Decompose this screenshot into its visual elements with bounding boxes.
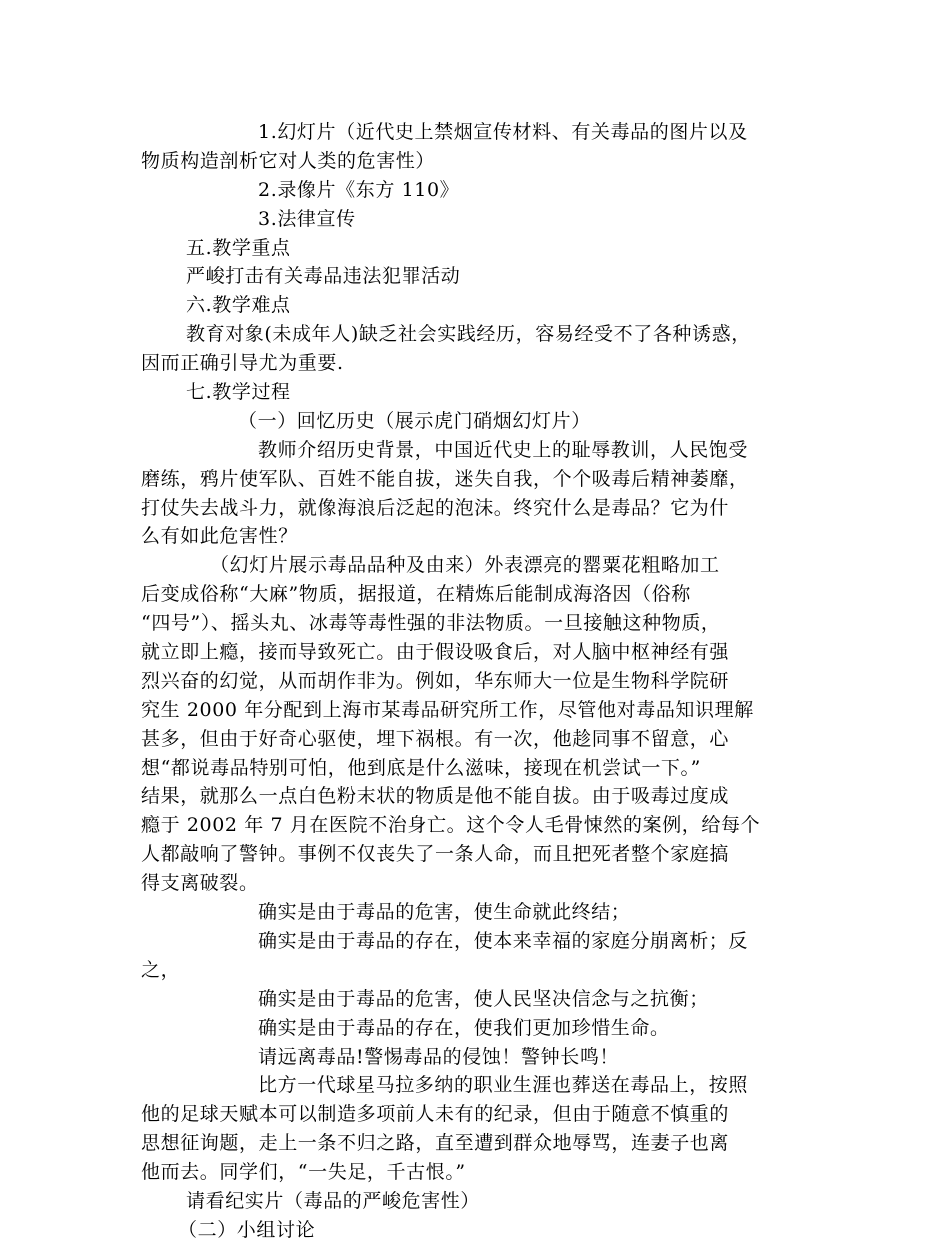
- text-line: 确实是由于毒品的危害，使人民坚决信念与之抗衡；: [258, 987, 709, 1010]
- text-line: 打仗失去战斗力，就像海浪后泛起的泡沫。终究什么是毒品？它为什: [141, 496, 730, 519]
- text-line: 人都敲响了警钟。事例不仅丧失了一条人命，而且把死者整个家庭搞: [141, 843, 730, 866]
- text-line: 因而正确引导尤为重要.: [141, 352, 344, 375]
- text-line: 他而去。同学们，“一失足，千古恨。”: [141, 1161, 466, 1184]
- document-body: [0, 118, 950, 1245]
- text-line: 思想征询题，走上一条不归之路，直至遭到群众地辱骂，连妻子也离: [141, 1132, 730, 1155]
- section-heading-difficulty: 六.教学难点: [186, 294, 291, 317]
- text-line: 比方一代球星马拉多纳的职业生涯也葬送在毒品上，按照: [258, 1074, 749, 1097]
- text-line: 他的足球天赋本可以制造多项前人未有的纪录，但由于随意不慎重的: [141, 1103, 730, 1126]
- text-line: 么有如此危害性？: [141, 525, 298, 548]
- subsection-heading-discussion: （二）小组讨论: [178, 1218, 316, 1241]
- section-heading-process: 七.教学过程: [186, 381, 291, 404]
- text-line: 物质构造剖析它对人类的危害性）: [141, 149, 436, 172]
- text-line: 请看纪实片（毒品的严峻危害性）: [186, 1189, 481, 1212]
- list-item-slides: 1.幻灯片（近代史上禁烟宣传材料、有关毒品的图片以及: [258, 121, 748, 143]
- text-line: 就立即上瘾，接而导致死亡。由于假设吸食后，对人脑中枢神经有强: [141, 641, 730, 664]
- text-line: 究生 2000 年分配到上海市某毒品研究所工作，尽管他对毒品知识理解: [141, 698, 754, 721]
- list-item-law: 3.法律宣传: [258, 207, 356, 230]
- text-line: 烈兴奋的幻觉，从而胡作非为。例如，华东师大一位是生物科学院研: [141, 669, 730, 692]
- text-line: 严峻打击有关毒品违法犯罪活动: [186, 265, 461, 288]
- text-line: 请远离毒品!警惕毒品的侵蚀！警钟长鸣！: [258, 1045, 620, 1068]
- text-line: 得支离破裂。: [141, 872, 259, 895]
- text-line: “四号”）、摇头丸、冰毒等毒性强的非法物质。一旦接触这种物质，: [141, 612, 721, 635]
- text-line: 磨练，鸦片使军队、百姓不能自拔，迷失自我，个个吸毒后精神萎靡，: [141, 467, 749, 490]
- text-line: 确实是由于毒品的存在，使我们更加珍惜生命。: [258, 1016, 670, 1039]
- text-line: 甚多，但由于好奇心驱使，埋下祸根。有一次，他趁同事不留意，心: [141, 727, 730, 750]
- text-line: 教师介绍历史背景，中国近代史上的耻辱教训，人民饱受: [258, 438, 749, 461]
- text-line: 确实是由于毒品的存在，使本来幸福的家庭分崩离析；反: [258, 929, 749, 952]
- text-line: 后变成俗称“大麻”物质，据报道，在精炼后能制成海洛因（俗称: [141, 583, 691, 606]
- text-line: （幻灯片展示毒品品种及由来）外表漂亮的罂粟花粗略加工: [210, 554, 720, 577]
- subsection-heading-history: （一）回忆历史（展示虎门硝烟幻灯片）: [238, 409, 591, 432]
- text-line: 结果，就那么一点白色粉末状的物质是他不能自拔。由于吸毒过度成: [141, 785, 730, 808]
- list-item-video: 2.录像片《东方 110》: [258, 178, 460, 201]
- section-heading-focus: 五.教学重点: [186, 236, 291, 259]
- text-line: 确实是由于毒品的危害，使生命就此终结；: [258, 901, 631, 924]
- text-line: 想“都说毒品特别可怕，他到底是什么滋味，接现在机尝试一下。”: [141, 756, 701, 779]
- text-line: 教育对象(未成年人)缺乏社会实践经历，容易经受不了各种诱惑，: [186, 323, 751, 346]
- text-line: 之，: [141, 958, 181, 981]
- text-line: 瘾于 2002 年 7 月在医院不治身亡。这个令人毛骨悚然的案例，给每个: [141, 814, 761, 837]
